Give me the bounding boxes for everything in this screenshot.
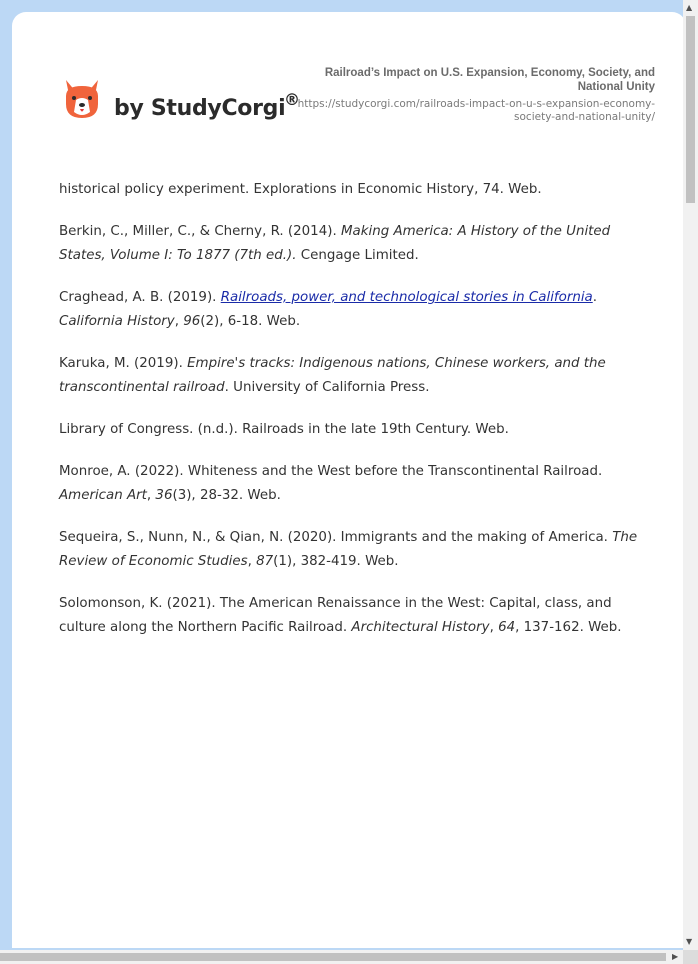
reference-publisher: Cengage Limited. bbox=[296, 248, 419, 263]
reference-authors: Sequeira, S., Nunn, N., & Qian, N. (2020). Immigrants and the making of America. bbox=[59, 530, 613, 545]
scrollbar-corner bbox=[683, 950, 698, 964]
reference-punct: , bbox=[174, 314, 184, 329]
reference-pages: (2), 6-18. Web. bbox=[200, 314, 301, 329]
registered-mark: ® bbox=[284, 90, 300, 109]
reference-pages: , 137-162. Web. bbox=[515, 620, 622, 635]
reference-book-title: Making America: A History of the United States, Volume I: To 1877 (7th ed.). bbox=[59, 224, 611, 263]
reference-punct: , bbox=[146, 488, 156, 503]
reference-link[interactable]: Railroads, power, and technological stories in California bbox=[220, 290, 593, 305]
reference-punct: , bbox=[247, 554, 257, 569]
reference-text: Library of Congress. (n.d.). Railroads in the late 19th Century. Web. bbox=[59, 422, 509, 437]
brand-name: by StudyCorgi bbox=[114, 96, 286, 121]
reference-authors: Solomonson, K. (2021). The American Renaissance in the West: Capital, class, and culture along the Northern Pacific Railroad. bbox=[59, 596, 612, 635]
reference-punct: , bbox=[489, 620, 499, 635]
reference-journal: Architectural History bbox=[351, 620, 490, 635]
reference-volume: 96 bbox=[183, 314, 201, 329]
reference-authors: Karuka, M. (2019). bbox=[59, 356, 188, 371]
scroll-down-arrow-icon[interactable]: ▼ bbox=[686, 937, 693, 946]
reference-item bbox=[59, 286, 659, 334]
vertical-scroll-thumb[interactable] bbox=[686, 16, 695, 203]
reference-book-title: Empire's tracks: Indigenous nations, Chinese workers, and the transcontinental railroad bbox=[59, 356, 606, 395]
horizontal-scrollbar[interactable] bbox=[0, 950, 683, 964]
reference-pages: (1), 382-419. Web. bbox=[273, 554, 399, 569]
reference-authors: Berkin, C., Miller, C., & Cherny, R. (2014). bbox=[59, 224, 341, 239]
reference-journal: American Art bbox=[59, 488, 147, 503]
reference-item bbox=[59, 220, 659, 268]
reference-punct: . bbox=[592, 290, 598, 305]
scroll-up-arrow-icon[interactable]: ▲ bbox=[686, 3, 693, 12]
reference-item bbox=[59, 460, 659, 508]
reference-item bbox=[59, 178, 659, 202]
reference-list bbox=[59, 178, 659, 658]
reference-text: historical policy experiment. Explorations in Economic History, 74. Web. bbox=[59, 182, 542, 197]
reference-item bbox=[59, 592, 659, 640]
reference-authors: Monroe, A. (2022). Whiteness and the West before the Transcontinental Railroad. bbox=[59, 464, 603, 479]
reference-volume: 36 bbox=[155, 488, 173, 503]
reference-journal: California History bbox=[59, 314, 175, 329]
reference-authors: Craghead, A. B. (2019). bbox=[59, 290, 221, 305]
document-title: Railroad’s Impact on U.S. Expansion, Economy, Society, and National Unity bbox=[324, 67, 655, 93]
corgi-logo-icon bbox=[62, 78, 102, 120]
reference-item bbox=[59, 352, 659, 400]
reference-item bbox=[59, 418, 659, 442]
reference-publisher: . University of California Press. bbox=[224, 380, 430, 395]
document-page bbox=[12, 12, 686, 948]
horizontal-scroll-thumb[interactable] bbox=[0, 953, 666, 961]
reference-item bbox=[59, 526, 659, 574]
reference-journal: The Review of Economic Studies bbox=[59, 530, 638, 569]
reference-volume: 64 bbox=[498, 620, 516, 635]
reference-volume: 87 bbox=[256, 554, 274, 569]
document-url[interactable]: https://studycorgi.com/railroads-impact-on-u-s-expansion-economy-society-and-national-unity/ bbox=[297, 98, 655, 123]
reference-pages: (3), 28-32. Web. bbox=[172, 488, 281, 503]
vertical-scrollbar[interactable] bbox=[683, 0, 698, 950]
scroll-right-arrow-icon[interactable]: ▶ bbox=[672, 952, 679, 961]
